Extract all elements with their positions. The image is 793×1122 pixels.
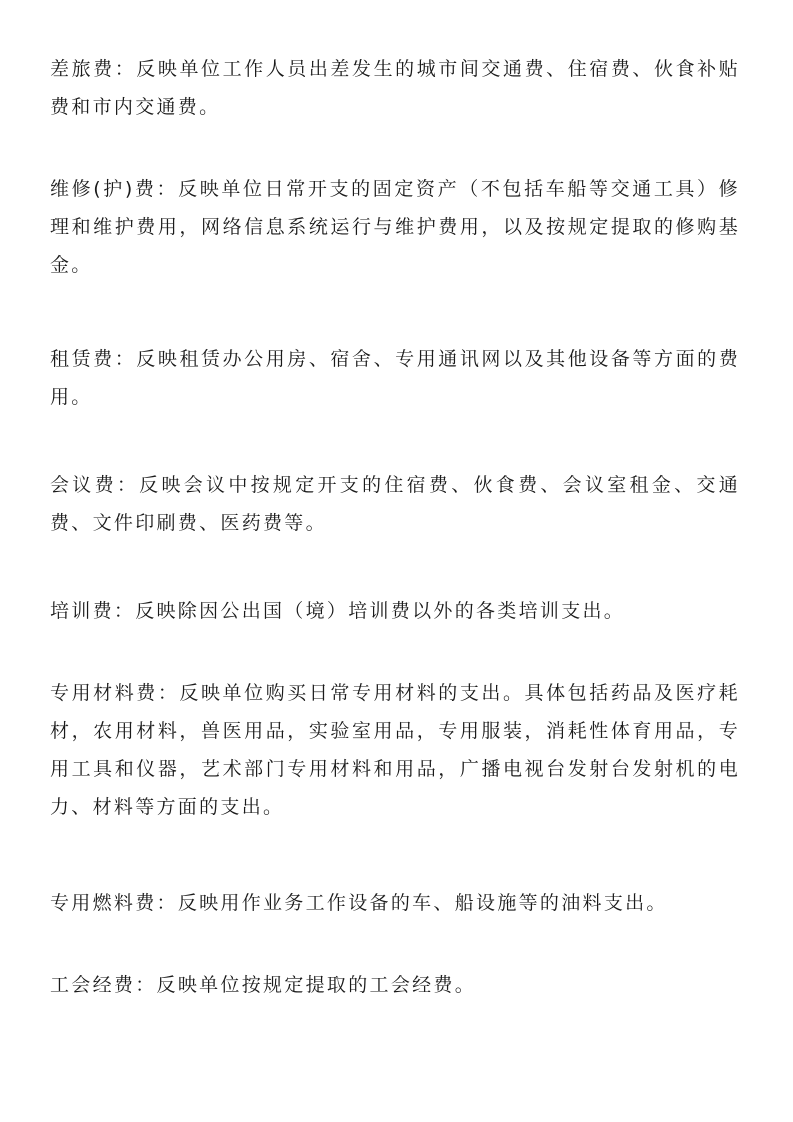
entry-description: 反映租赁办公用房、宿舍、专用通讯网以及其他设备等方面的费用。: [50, 348, 741, 408]
entry-term: 专用燃料费：: [50, 892, 178, 914]
entry-union-funds: [50, 966, 740, 1004]
entry-description: 反映单位购买日常专用材料的支出。具体包括药品及医疗耗材，农用材料，兽医用品，实验室用品，专用服装，消耗性体育用品，专用工具和仪器，艺术部门专用材料和用品，广播电视台发射台发射机的电力、材料等方面的支出。: [50, 682, 740, 818]
entry-term: 培训费：: [50, 600, 136, 622]
entry-description: 反映会议中按规定开支的住宿费、伙食费、会议室租金、交通费、文件印刷费、医药费等。: [50, 474, 741, 534]
entry-term: 维修(护)费：: [50, 178, 179, 200]
entry-term: 租赁费：: [50, 348, 137, 370]
entry-special-materials: [50, 674, 740, 826]
entry-description: 反映单位工作人员出差发生的城市间交通费、住宿费、伙食补贴费和市内交通费。: [50, 58, 741, 118]
entry-rental-expenses: [50, 340, 740, 416]
entry-term: 工会经费：: [50, 974, 157, 996]
entry-description: 反映单位按规定提取的工会经费。: [156, 974, 477, 996]
entry-maintenance-expenses: [50, 170, 740, 284]
entry-description: 反映单位日常开支的固定资产（不包括车船等交通工具）修理和维护费用，网络信息系统运行与维护费用，以及按规定提取的修购基金。: [50, 178, 740, 276]
entry-special-fuel: [50, 884, 740, 922]
entry-description: 反映用作业务工作设备的车、船设施等的油料支出。: [177, 892, 668, 914]
entry-meeting-expenses: [50, 466, 740, 542]
entry-term: 差旅费：: [50, 58, 137, 80]
entry-training-expenses: [50, 592, 740, 630]
entry-term: 会议费：: [50, 474, 140, 496]
entry-travel-expenses: [50, 50, 740, 126]
entry-term: 专用材料费：: [50, 682, 180, 704]
entry-description: 反映除因公出国（境）培训费以外的各类培训支出。: [135, 600, 626, 622]
